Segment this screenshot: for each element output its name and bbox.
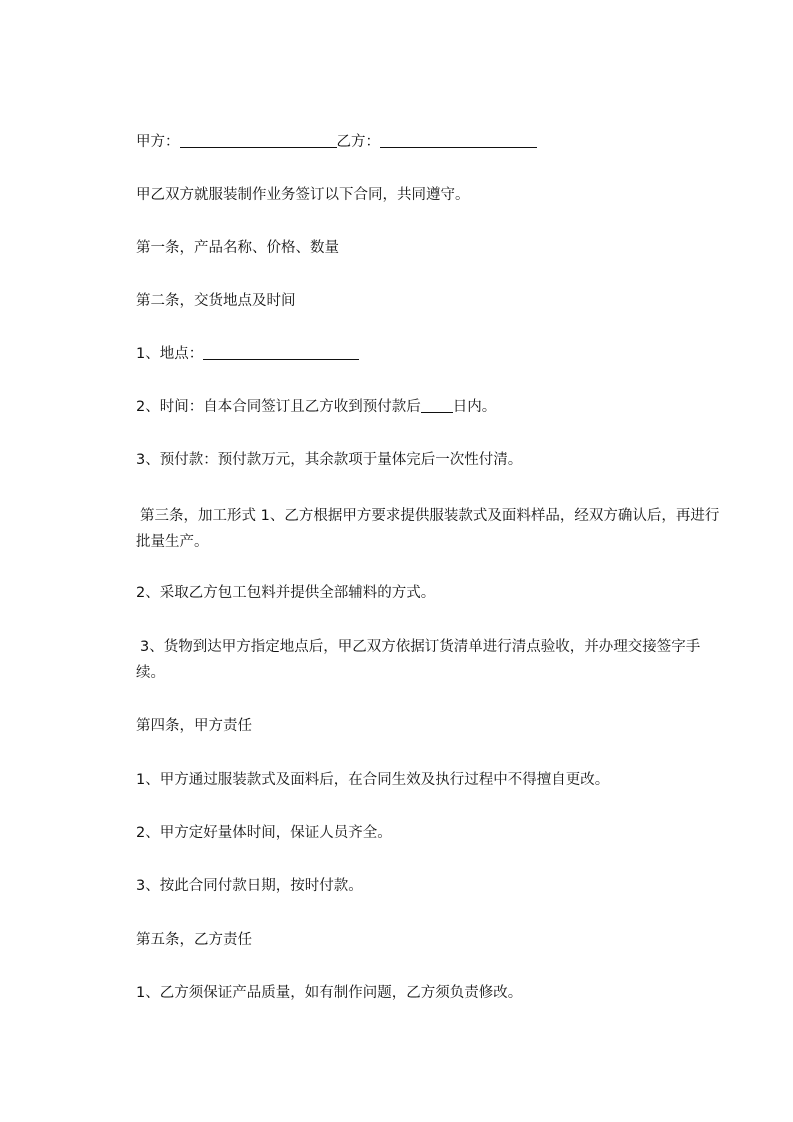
time-text-post: 日内。 <box>452 399 497 415</box>
days-blank <box>421 397 453 413</box>
article-4-item-2: 2、甲方定好量体时间，保证人员齐全。 <box>136 825 392 841</box>
party-a-label: 甲方： <box>136 134 180 150</box>
article-4-title: 第四条，甲方责任 <box>136 718 252 734</box>
party-b-label: 乙方： <box>336 134 380 150</box>
party-b-blank <box>380 132 537 148</box>
article-2-item-2 <box>136 394 496 420</box>
location-label: 1、地点： <box>136 346 204 362</box>
article-3-paragraph: 第三条，加工形式 1、乙方根据甲方要求提供服装款式及面料样品，经双方确认后，再进行批量生产。 <box>136 508 720 550</box>
article-3-item-2: 2、采取乙方包工包料并提供全部辅料的方式。 <box>136 585 436 601</box>
article-4-item-3: 3、按此合同付款日期，按时付款。 <box>136 878 363 894</box>
article-5-item-1: 1、乙方须保证产品质量，如有制作问题，乙方须负责修改。 <box>136 985 523 1001</box>
article-4-item-1: 1、甲方通过服装款式及面料后，在合同生效及执行过程中不得擅自更改。 <box>136 772 610 788</box>
article-3-item-3: 3、货物到达甲方指定地点后，甲乙双方依据订货清单进行清点验收，并办理交接签字手续。 <box>136 639 701 681</box>
article-1-title: 第一条，产品名称、价格、数量 <box>136 240 339 256</box>
article-5-title: 第五条，乙方责任 <box>136 932 252 948</box>
article-2-title: 第二条，交货地点及时间 <box>136 293 296 309</box>
article-2-item-1 <box>136 341 359 367</box>
intro-paragraph: 甲乙双方就服装制作业务签订以下合同，共同遵守。 <box>136 187 470 203</box>
parties-line <box>136 129 537 155</box>
time-text-pre: 2、时间：自本合同签订且乙方收到预付款后 <box>136 399 421 415</box>
article-2-item-3: 3、预付款：预付款万元，其余款项于量体完后一次性付清。 <box>136 452 523 468</box>
party-a-blank <box>180 132 337 148</box>
location-blank <box>203 344 359 360</box>
